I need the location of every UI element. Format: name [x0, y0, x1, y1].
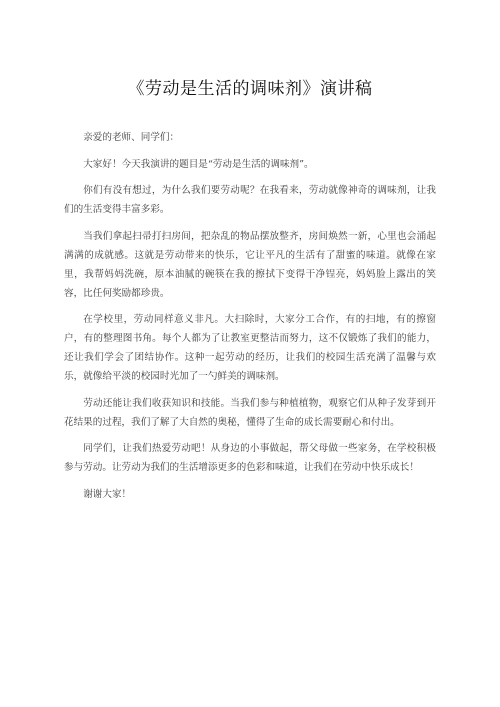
document-title: 《劳动是生活的调味剂》演讲稿	[127, 79, 373, 99]
paragraph-2: 当我们拿起扫帚打扫房间，把杂乱的物品摆放整齐，房间焕然一新，心里也会涌起满满的成就感。这就是劳动带来的快乐，它让平凡的生活有了甜蜜的味道。就像在家里，我帮妈妈洗碗，原本油腻的碗筷在我的擦拭下变得干净锃亮，妈妈脸上露出的笑容，比任何奖励都珍贵。	[64, 230, 436, 299]
paragraph-1: 你们有没有想过，为什么我们要劳动呢？在我看来，劳动就像神奇的调味剂，让我们的生活变得丰富多彩。	[64, 185, 436, 215]
paragraph-closing: 谢谢大家！	[83, 488, 132, 500]
paragraph-greeting: 大家好！今天我演讲的题目是“劳动是生活的调味剂”。	[83, 158, 314, 170]
paragraph-3: 在学校里，劳动同样意义非凡。大扫除时，大家分工合作，有的扫地，有的擦窗户，有的整理图书角。每个人都为了让教室更整洁而努力，这不仅锻炼了我们的能力，还让我们学会了团结协作。这种一起劳动的经历，让我们的校园生活充满了温馨与欢乐，就像给平淡的校园时光加了一勺鲜美的调味剂。	[64, 314, 436, 382]
paragraph-4: 劳动还能让我们收获知识和技能。当我们参与种植植物，观察它们从种子发芽到开花结果的过程，我们了解了大自然的奥秘，懂得了生命的成长需要耐心和付出。	[64, 397, 436, 428]
paragraph-5: 同学们，让我们热爱劳动吧！从身边的小事做起，帮父母做一些家务，在学校积极参与劳动。让劳动为我们的生活增添更多的色彩和味道，让我们在劳动中快乐成长！	[64, 443, 436, 473]
document-body	[64, 128, 436, 511]
paragraph-salutation: 亲爱的老师、同学们：	[83, 132, 180, 143]
